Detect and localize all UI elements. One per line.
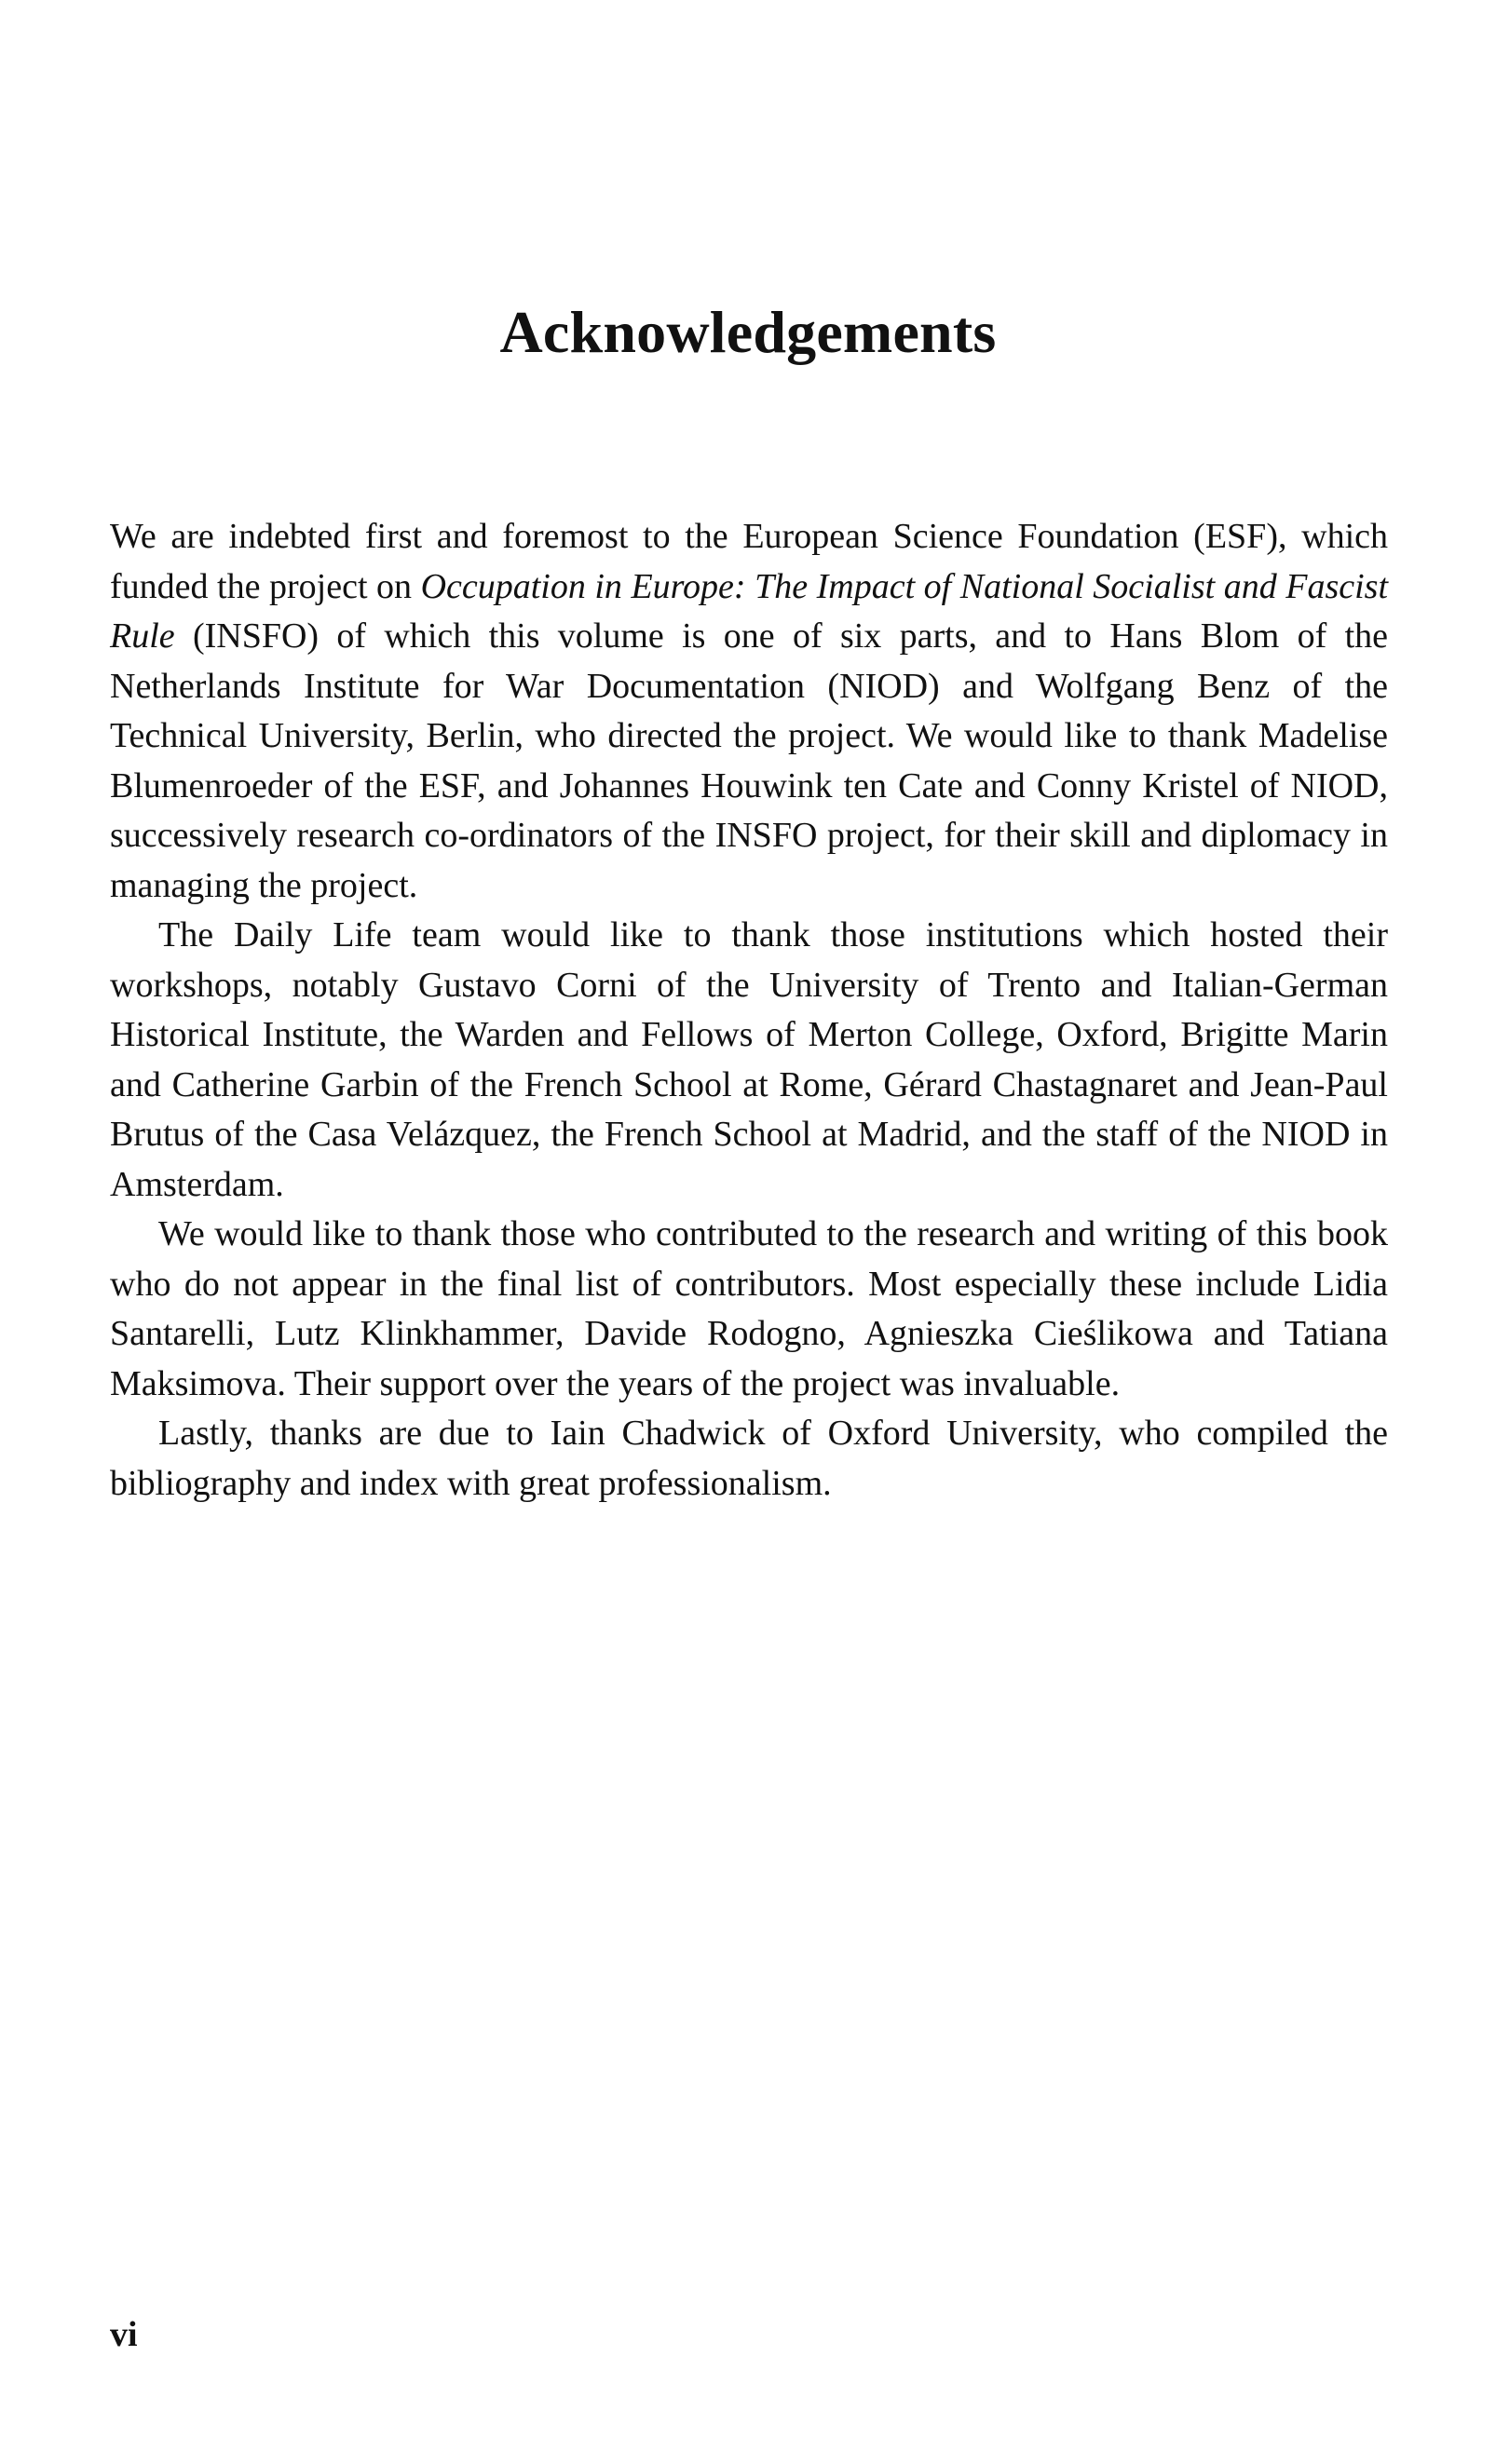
page-number: vi bbox=[110, 2315, 138, 2354]
paragraph-4 bbox=[110, 1409, 1388, 1509]
paragraph-1-text-a: We are indebted first and foremost to the European Science Foundation (ESF), which funded the project on bbox=[110, 517, 1388, 606]
paragraph-4-text: Lastly, thanks are due to Iain Chadwick of Oxford University, who compiled the bibliography and index with great professionalism. bbox=[110, 1414, 1388, 1503]
page-title: Acknowledgements bbox=[499, 299, 997, 365]
paragraph-1-project-title: Occupation in Europe: The Impact of National Socialist and Fascist Rule bbox=[110, 566, 1388, 656]
paragraph-1 bbox=[110, 512, 1388, 911]
paragraph-1-text-b: (INSFO) of which this volume is one of six parts, and to Hans Blom of the Netherlands Institute for War Documentation (NIOD) and Wolfgang Benz of the Technical University, Berlin, who directed the project. We would like to thank Madelise Blumenroeder of the ESF, and Johannes Houwink ten Cate and Conny Kristel of NIOD, successively research co-ordinators of the INSFO project, for their skill and diplomacy in managing the project. bbox=[110, 616, 1388, 905]
paragraph-3-text: We would like to thank those who contributed to the research and writing of this book who do not appear in the final list of contributors. Most especially these include Lidia Santarelli, Lutz Klinkhammer, Davide Rodogno, Agnieszka Cieślikowa and Tatiana Maksimova. Their support over the years of the project was invaluable. bbox=[110, 1214, 1388, 1403]
acknowledgements-body bbox=[110, 512, 1388, 1509]
paragraph-3 bbox=[110, 1210, 1388, 1409]
paragraph-2-text: The Daily Life team would like to thank those institutions which hosted their workshops, notably Gustavo Corni of the University of Trento and Italian-German Historical Institute, the Warden and Fellows of Merton College, Oxford, Brigitte Marin and Catherine Garbin of the French School at Rome, Gérard Chastagnaret and Jean-Paul Brutus of the Casa Velázquez, the French School at Madrid, and the staff of the NIOD in Amsterdam. bbox=[110, 915, 1388, 1204]
paragraph-2 bbox=[110, 911, 1388, 1210]
